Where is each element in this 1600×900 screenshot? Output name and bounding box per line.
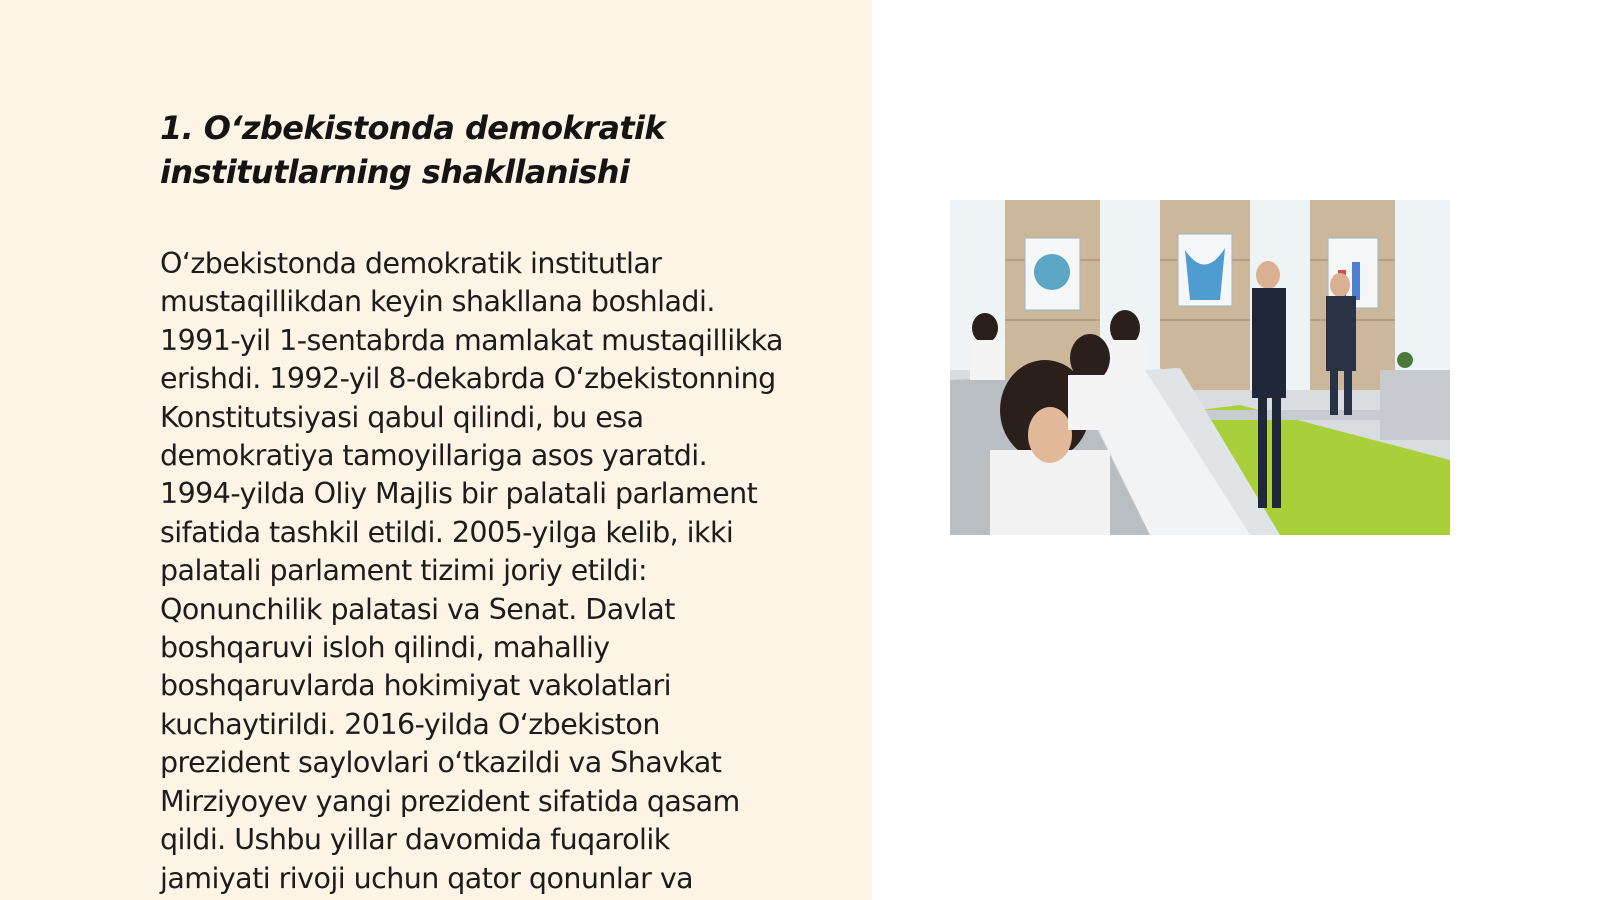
classroom-photo-illustration [950,200,1450,535]
slide-title: 1. O‘zbekistonda demokratik institutlarning shakllanishi [160,109,666,191]
slide-body-text: O‘zbekistonda demokratik institutlar mustaqillikdan keyin shakllana boshladi. 1991-yil 1-sentabrda mamlakat mustaqillikka erishdi. 1992-yil 8-dekabrda O‘zbekistonning Konstitutsiyasi qabul qilindi, bu esa demokratiya tamoyillariga asos yaratdi. 1994-yilda Oliy Majlis bir palatali parlament sifatida tashkil etildi. 2005-yilga kelib, ikki palatali parlament tizimi joriy etildi: Qonunchilik palatasi va Senat. Davlat boshqaruvi isloh qilindi, mahalliy boshqaruvlarda hokimiyat vakolatlari kuchaytirildi. 2016-yilda O‘zbekiston prezident saylovlari o‘tkazildi va Shavkat Mirziyoyev yangi prezident sifatida qasam qildi. Ushbu yillar davomida fuqarolik jamiyati rivoji uchun qator qonunlar va [160,247,783,895]
classroom-photo [950,200,1450,535]
